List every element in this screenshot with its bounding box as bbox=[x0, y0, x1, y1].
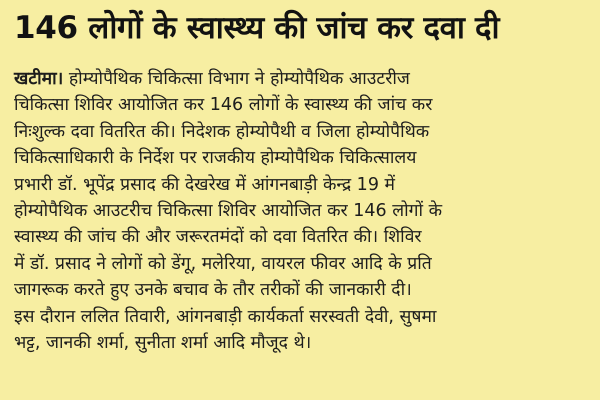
article-line: होम्योपैथिक आउटरीच चिकित्सा शिविर आयोजित कर 146 लोगों के bbox=[14, 201, 443, 222]
article-line: चिकित्सा शिविर आयोजित कर 146 लोगों के स्वास्थ्य की जांच कर bbox=[14, 95, 433, 116]
article-line: जागरूक करते हुए उनके बचाव के तौर तरीकों की जानकारी दी। bbox=[14, 280, 412, 301]
article-body bbox=[14, 66, 586, 356]
article-line bbox=[14, 66, 586, 92]
article-line: निःशुल्क दवा वितरित की। निदेशक होम्योपैथी व जिला होम्योपैथिक bbox=[14, 121, 430, 142]
dateline: खटीमा। bbox=[14, 69, 64, 89]
article-line: चिकित्साधिकारी के निर्देश पर राजकीय होम्योपैथिक चिकित्सालय bbox=[14, 148, 417, 169]
article-line: में डॉ. प्रसाद ने लोगों को डेंगू, मलेरिया, वायरल फीवर आदि के प्रति bbox=[14, 253, 432, 274]
article-line: प्रभारी डॉ. भूपेंद्र प्रसाद की देखरेख में आंगनबाड़ी केन्द्र 19 में bbox=[14, 174, 395, 195]
article-line-text: होम्योपैथिक चिकित्सा विभाग ने होम्योपैथिक आउटरीज bbox=[63, 69, 410, 89]
article-line: स्वास्थ्य की जांच की और जरूरतमंदों को दवा वितरित की। शिविर bbox=[14, 227, 422, 248]
headline: 146 लोगों के स्वास्थ्य की जांच कर दवा दी bbox=[14, 10, 500, 46]
article-line: भट्ट, जानकी शर्मा, सुनीता शर्मा आदि मौजूद थे। bbox=[14, 333, 312, 354]
article-line: इस दौरान ललित तिवारी, आंगनबाड़ी कार्यकर्ता सरस्वती देवी, सुषमा bbox=[14, 306, 437, 327]
